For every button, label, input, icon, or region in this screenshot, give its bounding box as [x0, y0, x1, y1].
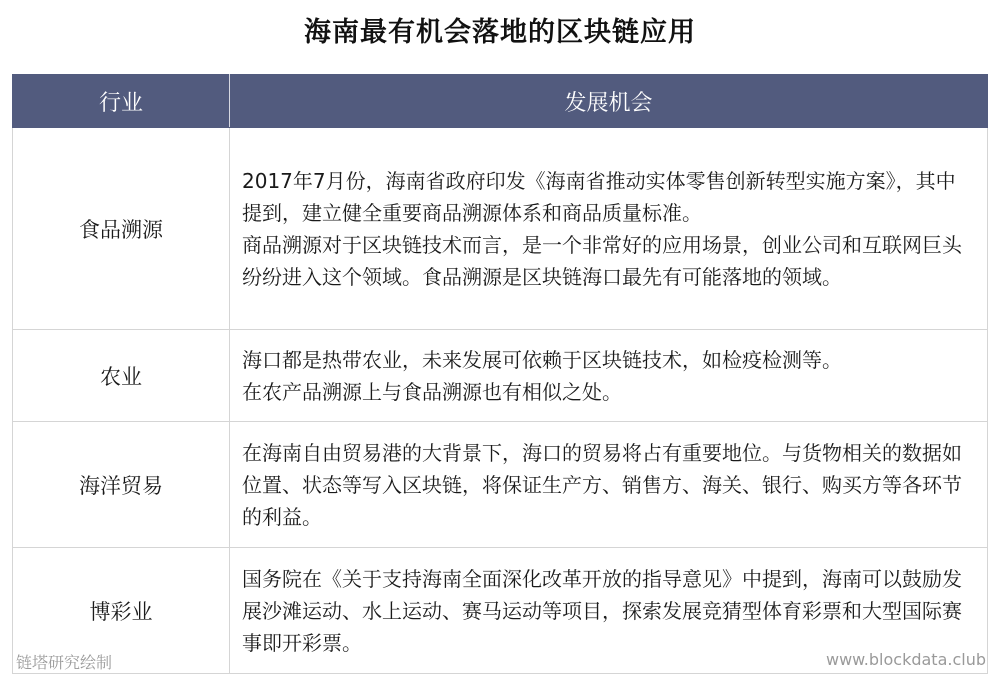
header-industry: 行业 [13, 75, 230, 128]
table-row [13, 128, 988, 330]
header-opportunity: 发展机会 [230, 75, 988, 128]
industry-opportunity-table [12, 74, 988, 674]
table-row [13, 330, 988, 422]
opportunity-paragraph: 国务院在《关于支持海南全面深化改革开放的指导意见》中提到，海南可以鼓励发展沙滩运动、水上运动、赛马运动等项目，探索发展竞猜型体育彩票和大型国际赛事即开彩票。 [242, 566, 962, 655]
opportunity-cell [230, 330, 988, 422]
opportunity-cell [230, 422, 988, 548]
website-link[interactable]: www.blockdata.club [826, 650, 986, 669]
table-row [13, 422, 988, 548]
source-credit: 链塔研究绘制 [16, 653, 113, 672]
industry-cell: 海洋贸易 [13, 422, 230, 548]
industry-cell: 农业 [13, 330, 230, 422]
opportunity-paragraph: 在海南自由贸易港的大背景下，海口的贸易将占有重要地位。与货物相关的数据如位置、状态等写入区块链，将保证生产方、销售方、海关、银行、购买方等各环节的利益。 [242, 440, 962, 529]
opportunity-cell [230, 128, 988, 330]
opportunity-paragraph: 在农产品溯源上与食品溯源也有相似之处。 [242, 379, 622, 404]
table-header-row [13, 75, 988, 128]
opportunity-paragraph: 商品溯源对于区块链技术而言，是一个非常好的应用场景，创业公司和互联网巨头纷纷进入这个领域。食品溯源是区块链海口最先有可能落地的领域。 [242, 232, 962, 289]
industry-cell: 食品溯源 [13, 128, 230, 330]
opportunity-paragraph: 海口都是热带农业，未来发展可依赖于区块链技术，如检疫检测等。 [242, 347, 842, 372]
opportunity-paragraph: 2017年7月份，海南省政府印发《海南省推动实体零售创新转型实施方案》，其中提到，建立健全重要商品溯源体系和商品质量标准。 [242, 168, 956, 225]
page-title: 海南最有机会落地的区块链应用 [304, 17, 696, 48]
industry-cell: 博彩业 [13, 548, 230, 674]
